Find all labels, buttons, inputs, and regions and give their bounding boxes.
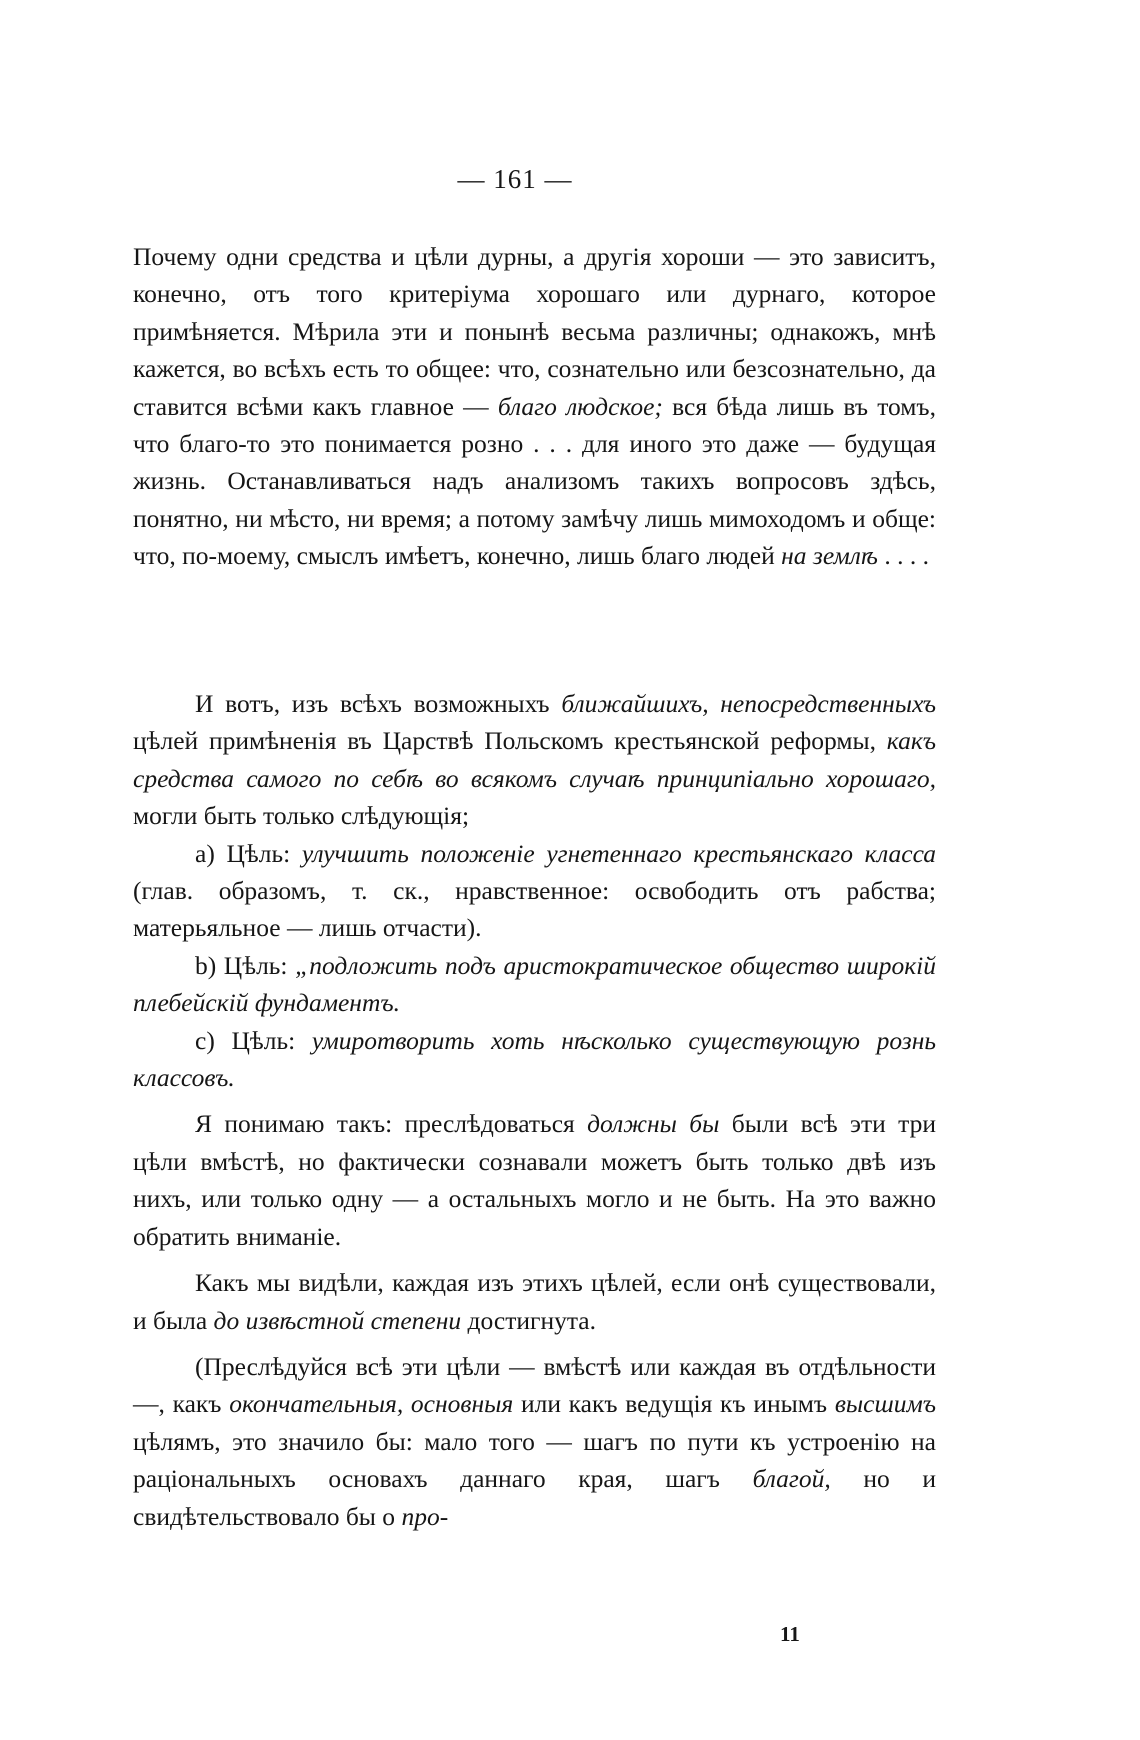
paragraph-list-item-a xyxy=(133,835,936,947)
text-block-top xyxy=(133,238,936,575)
italic-text-run: окончательныя, основныя xyxy=(229,1389,514,1419)
paragraph-list-item-c xyxy=(133,1022,936,1097)
text-run: (глав. образомъ, т. ск., нравственное: освободить отъ рабства; матерьяльное — лишь отчасти). xyxy=(133,876,936,943)
text-run: c) Цѣль: xyxy=(195,1025,312,1055)
italic-text-run: благой, xyxy=(752,1464,831,1494)
italic-text-run: до извѣстной степени xyxy=(213,1305,462,1335)
text-run: но и свидѣтельствовало бы о xyxy=(133,1464,937,1531)
italic-text-run: какъ средства самого по себѣ во всякомъ случаѣ принципіально хорошаго, xyxy=(133,726,936,793)
text-run: могли быть только слѣдующія; xyxy=(133,801,470,831)
italic-text-run: благо людское; xyxy=(497,391,663,421)
text-run: а) Цѣль: xyxy=(195,838,302,868)
italic-text-run: про- xyxy=(401,1501,449,1531)
italic-text-run: улучшить положеніе угнетеннаго крестьянскаго класса xyxy=(301,838,937,868)
paragraph xyxy=(133,685,936,835)
text-run: достигнута. xyxy=(461,1305,596,1335)
page-number: — 161 — xyxy=(457,164,573,194)
text-run: Почему одни средства и цѣли дурны, а другія хороши — это зависитъ, конечно, отъ того критеріума хорошаго или дурнаго, которое примѣняется. Мѣрила эти и понынѣ весьма различны; однакожъ, мнѣ кажется, во всѣхъ есть то общее: что, сознательно или безсознательно, да ставится всѣми какъ главное — xyxy=(133,242,936,421)
text-block-main xyxy=(133,685,936,1535)
paragraph xyxy=(133,238,936,575)
text-run: b) Цѣль: xyxy=(195,950,296,980)
text-run: или какъ ведущія къ инымъ xyxy=(513,1389,835,1419)
paragraph xyxy=(133,1348,936,1535)
italic-text-run: ближайшихъ, непосредственныхъ xyxy=(561,689,936,718)
text-run: И вотъ, изъ всѣхъ возможныхъ xyxy=(195,689,562,718)
italic-text-run: высшимъ xyxy=(834,1389,936,1419)
printer-signature-mark: 11 xyxy=(780,1622,800,1646)
text-run: цѣлямъ, это значило бы: мало того — шагъ по пути къ устроенію на раціональныхъ основахъ даннаго края, шагъ xyxy=(133,1426,936,1494)
italic-text-run: „подложить подъ аристократическое общество широкій плебейскій фундаментъ. xyxy=(133,950,936,1018)
text-run: Какъ мы видѣли, каждая изъ этихъ цѣлей, если онѣ существовали, и была xyxy=(133,1268,936,1335)
paragraph xyxy=(133,1105,936,1255)
text-run: были всѣ эти три цѣли вмѣстѣ, но фактически сознавали можетъ быть только двѣ изъ нихъ, или только одну — а остальныхъ могло и не быть. На это важно обратить вниманіе. xyxy=(133,1109,937,1251)
text-run: цѣлей примѣненія въ Царствѣ Польскомъ крестьянской реформы, xyxy=(133,726,887,756)
text-run: вся бѣда лишь въ томъ, что благо-то это понимается розно . . . для иного это даже — будущая жизнь. Останавливаться надъ анализомъ такихъ вопросовъ здѣсь, понятно, ни мѣсто, ни время; а потому замѣчу лишь мимоходомъ и обще: что, по-моему, смыслъ имѣетъ, конечно, лишь благо людей xyxy=(133,391,936,571)
italic-text-run: умиротворить хоть нѣсколько существующую рознь классовъ. xyxy=(133,1025,936,1093)
paragraph xyxy=(133,1264,936,1339)
text-run: (Преслѣдуйся всѣ эти цѣли — вмѣстѣ или каждая въ отдѣльности —, какъ xyxy=(133,1351,936,1419)
paragraph-list-item-b xyxy=(133,947,936,1022)
italic-text-run: на землѣ xyxy=(781,541,878,571)
italic-text-run: должны бы xyxy=(587,1109,720,1139)
text-run: . . . . xyxy=(877,541,929,571)
text-run: Я понимаю такъ: преслѣдоваться xyxy=(195,1109,588,1139)
